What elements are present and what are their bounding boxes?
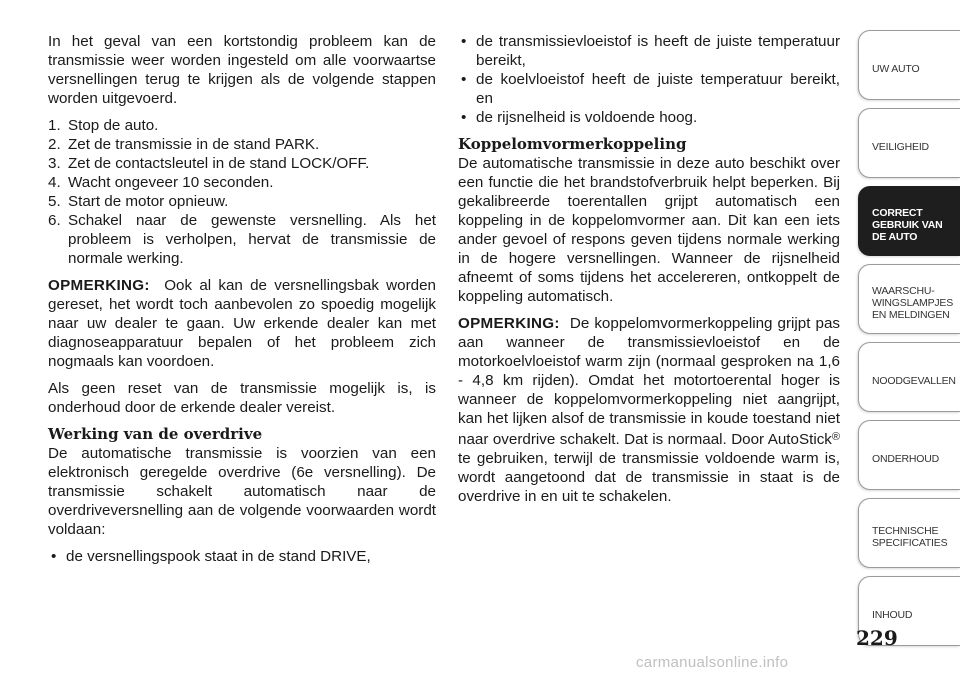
tab-label: ONDERHOUD [872, 453, 940, 465]
converter-heading: Koppelomvormerkoppeling [458, 135, 687, 153]
condition-item [458, 108, 840, 127]
note-text: Ook al kan de versnellingsbak worden gereset, het wordt toch aanbevolen zo spoedig mogelijk naar uw dealer te gaan. Uw erkende dealer kan met diagnoseapparatuur bepalen of het probleem zich nogmaals kan voordoen. [48, 277, 436, 370]
overdrive-conditions-list [48, 547, 436, 566]
tab-label: UW AUTO [872, 63, 920, 75]
condition-item [48, 547, 436, 566]
tab-uw-auto[interactable] [858, 30, 960, 100]
tab-label: NOODGEVALLEN [872, 375, 956, 387]
step-text: Stop de auto. [68, 117, 159, 134]
right-column [458, 32, 840, 514]
bullet-icon: • [461, 33, 467, 50]
condition-text: de versnellingspook staat in de stand DRIVE, [66, 548, 371, 565]
tab-veiligheid[interactable] [858, 108, 960, 178]
watermark: carmanualsonline.info [636, 654, 789, 671]
tab-label: INHOUD [872, 609, 913, 621]
condition-item [458, 70, 840, 108]
step-number: 3. [48, 155, 61, 172]
step-text: Zet de transmissie in de stand PARK. [68, 136, 320, 153]
overdrive-paragraph: De automatische transmissie is voorzien van een elektronisch geregelde overdrive (6e versnelling). De transmissie schakelt automatisch naar de overdriveversnelling aan de volgende voorwaarden wordt voldaan: [48, 445, 436, 538]
step-number: 1. [48, 117, 61, 134]
left-column [48, 32, 436, 574]
tab-onderhoud[interactable] [858, 420, 960, 490]
step-item [48, 135, 436, 154]
note-paragraph [458, 314, 840, 506]
note-text-after: te gebruiken, terwijl de transmissie voldoende warm is, wordt aangetoond dat de transmissie in staat is de overdrive in en uit te schakelen. [458, 450, 840, 505]
tab-waarschuwingslampjes[interactable] [858, 264, 960, 334]
overdrive-conditions-continued [458, 32, 840, 127]
step-text: Start de motor opnieuw. [68, 193, 229, 210]
condition-text: de transmissievloeistof is heeft de juiste temperatuur bereikt, [476, 33, 840, 69]
tab-label: WAARSCHU- WINGSLAMPJES EN MELDINGEN [872, 285, 954, 321]
chapter-tabs [858, 30, 960, 654]
bullet-icon: • [461, 71, 467, 88]
condition-text: de rijsnelheid is voldoende hoog. [476, 109, 698, 126]
condition-text: de koelvloeistof heeft de juiste temperatuur bereikt, en [476, 71, 840, 107]
note-label: OPMERKING: [48, 277, 150, 294]
tab-correct-gebruik[interactable] [858, 186, 960, 256]
tab-technische-specificaties[interactable] [858, 498, 960, 568]
note-label: OPMERKING: [458, 315, 560, 332]
step-item [48, 116, 436, 135]
step-item [48, 211, 436, 268]
converter-paragraph: De automatische transmissie in deze auto beschikt over een functie die het brandstofverbruik helpt beperken. Bij gekalibreerde toerentallen grijpt automatisch een koppeling in de koppelomvormer aan. Dit kan een iets ander gevoel of respons geven tijdens normale werking in de hogere versnellingen. Wanneer de rijsnelheid afneemt of soms tijdens het accelereren, ontkoppelt de koppeling automatisch. [458, 155, 840, 305]
bullet-icon: • [461, 109, 467, 126]
step-text: Schakel naar de gewenste versnelling. Als het probleem is verholpen, hervat de transmissie de normale werking. [68, 212, 436, 267]
step-item [48, 173, 436, 192]
step-number: 4. [48, 174, 61, 191]
tab-noodgevallen[interactable] [858, 342, 960, 412]
step-number: 2. [48, 136, 61, 153]
step-number: 5. [48, 193, 61, 210]
tab-label: VEILIGHEID [872, 141, 929, 153]
step-number: 6. [48, 212, 61, 229]
overdrive-heading: Werking van de overdrive [48, 425, 263, 443]
condition-item [458, 32, 840, 70]
note-paragraph [48, 276, 436, 371]
note-text-before: De koppelomvormerkoppeling grijpt pas aan wanneer de transmissievloeistof en de motorkoelvloeistof warm zijn (normaal gesproken na 1,6 - 4,8 km rijden). Omdat het motortoerental hoger is wanneer de koppelomvormerkoppeling niet aangrijpt, kan het lijken alsof de transmissie in koude toestand niet naar overdrive schakelt. Dat is normaal. Door AutoStick [458, 315, 840, 448]
step-text: Wacht ongeveer 10 seconden. [68, 174, 274, 191]
intro-paragraph: In het geval van een kortstondig probleem kan de transmissie weer worden ingesteld om alle voorwaartse versnellingen terug te krijgen als de volgende stappen worden uitgevoerd. [48, 33, 436, 107]
reset-steps-list [48, 116, 436, 268]
step-item [48, 154, 436, 173]
step-text: Zet de contactsleutel in de stand LOCK/OFF. [68, 155, 370, 172]
step-item [48, 192, 436, 211]
reset-paragraph: Als geen reset van de transmissie mogelijk is, is onderhoud door de erkende dealer vereist. [48, 380, 436, 416]
tab-label: CORRECT GEBRUIK VAN DE AUTO [872, 207, 943, 243]
tab-label: TECHNISCHE SPECIFICATIES [872, 525, 948, 549]
registered-mark: ® [831, 431, 840, 443]
page-number: 229 [856, 626, 898, 650]
bullet-icon: • [51, 548, 57, 565]
